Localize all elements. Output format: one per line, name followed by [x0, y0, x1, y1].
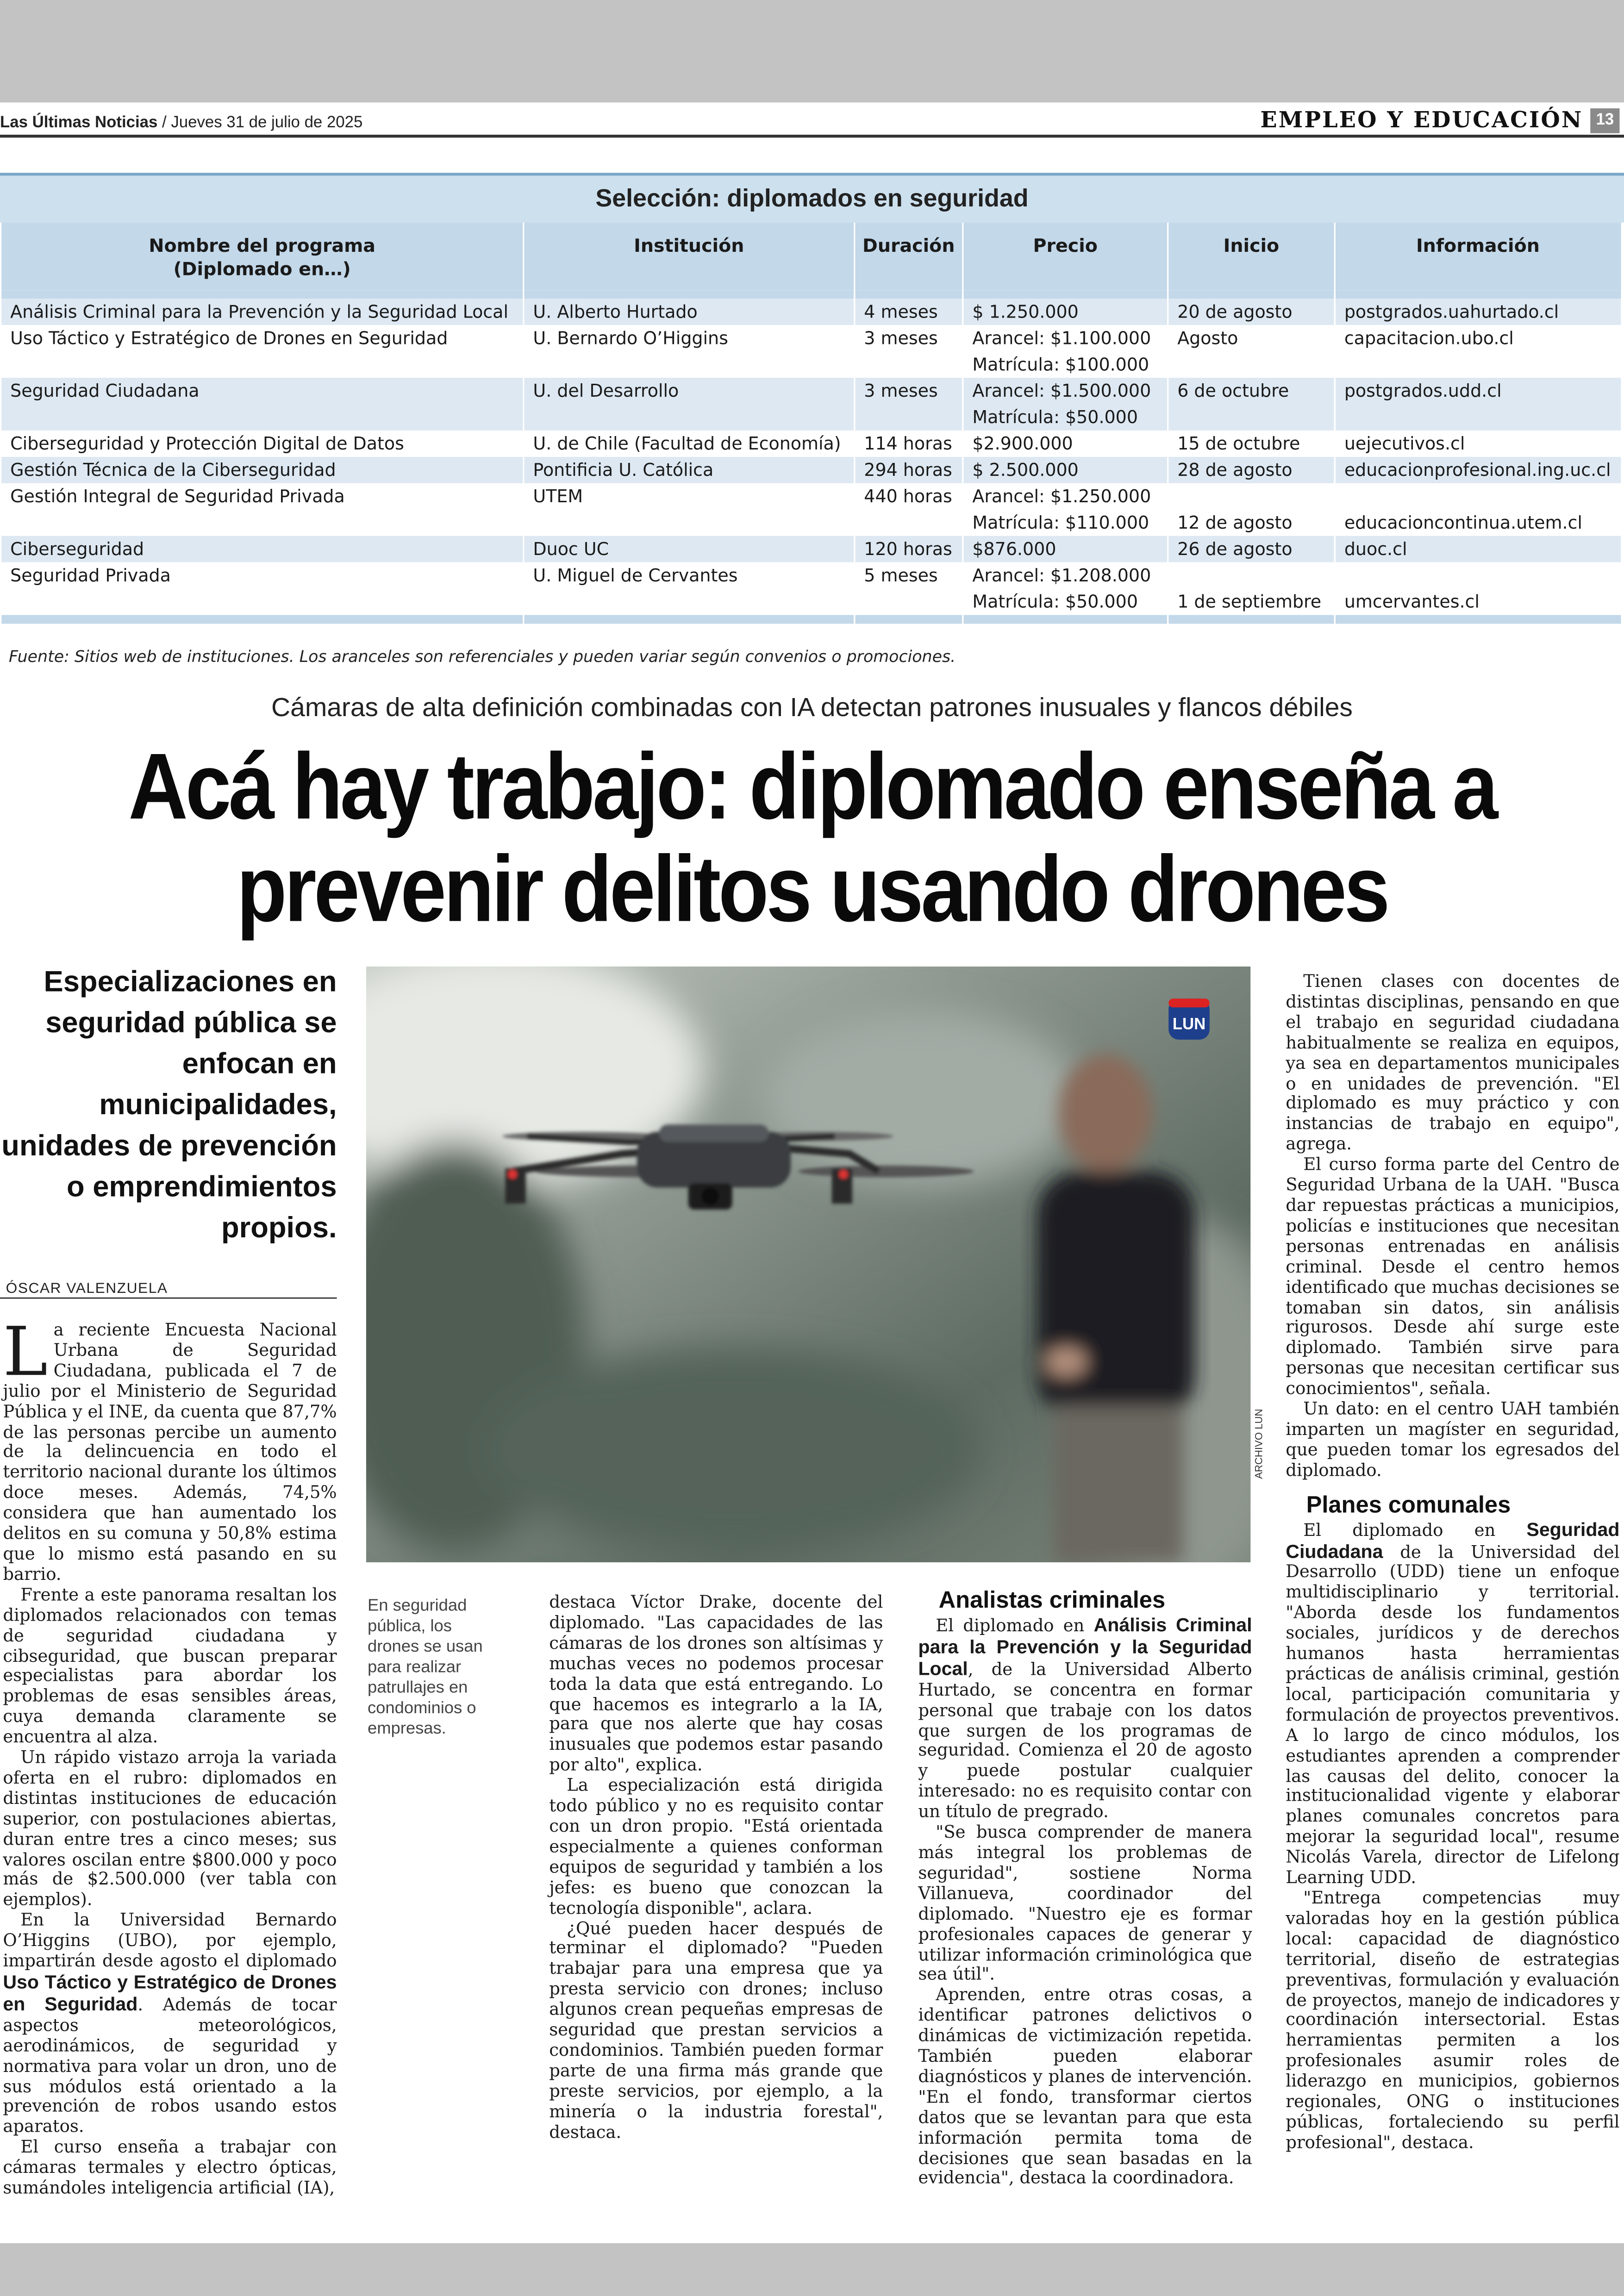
- table-row: [1, 536, 1620, 562]
- paragraph: "Se busca comprender de manera más integral los problemas de seguridad", sostiene Norma Villanueva, coordinador del diplomado. "Nuestro eje es formar profesionales capaces de generar y utilizar información criminológica que sea útil".: [918, 1822, 1252, 1985]
- diplomados-table-box: [0, 173, 1624, 624]
- cell-precio: [963, 430, 1168, 457]
- paragraph: destaca Víctor Drake, docente del diplomado. "Las capacidades de las cámaras de los drones son altísimas y muchas veces no podemos procesar toda la data que está entregando. Lo que hacemos es integrarlo a la IA, para que nos alerte que hay cosas inusuales que podemos estar pasando por alto", explica.: [549, 1591, 883, 1775]
- drone-photo: [366, 967, 1251, 1562]
- cell-precio: [963, 483, 1168, 536]
- cell-duracion: 5 meses: [855, 562, 963, 615]
- table-spacer: [1, 615, 1620, 624]
- cell-inicio: 15 de octubre: [1168, 430, 1335, 457]
- subheading-analistas: Analistas criminales: [938, 1589, 1166, 1614]
- table-row: [1, 457, 1620, 483]
- cell-institucion: U. de Chile (Facultad de Economía): [524, 430, 855, 457]
- article-kicker: Cámaras de alta definición combinadas con IA detectan patrones inusuales y flancos débiles: [271, 693, 1353, 722]
- table-row: [1, 430, 1620, 457]
- precio-line: Matrícula: $100.000: [972, 354, 1149, 375]
- precio-line: $ 2.500.000: [972, 460, 1079, 480]
- table-row: [1, 483, 1620, 536]
- table-header-row: [1, 223, 1620, 290]
- cell-info: duoc.cl: [1335, 536, 1620, 562]
- cell-programa: Uso Táctico y Estratégico de Drones en Seguridad: [1, 325, 524, 378]
- cell-programa: Ciberseguridad y Protección Digital de Datos: [1, 430, 524, 457]
- article-deck: Especializaciones en seguridad pública se enfocan en municipalidades, unidades de prevención o emprendimientos propios.: [1, 966, 337, 1245]
- paragraph: El curso enseña a trabajar con cámaras termales y electro ópticas, sumándoles inteligencia artificial (IA),: [3, 2136, 337, 2198]
- header-programa: Nombre del programa (Diplomado en…): [1, 223, 524, 290]
- cell-institucion: U. del Desarrollo: [524, 378, 855, 430]
- cell-inicio: Agosto: [1168, 325, 1335, 378]
- cell-info: postgrados.udd.cl: [1335, 378, 1620, 430]
- paragraph: [3, 1312, 337, 1585]
- table-source-note: Fuente: Sitios web de instituciones. Los aranceles son referenciales y pueden variar según convenios o promociones.: [8, 647, 956, 667]
- cell-institucion: U. Alberto Hurtado: [524, 299, 855, 325]
- precio-line: Arancel: $1.100.000: [972, 328, 1151, 349]
- section-title: EMPLEO Y EDUCACIÓN: [1260, 106, 1583, 133]
- header-inicio: Inicio: [1168, 223, 1335, 290]
- paragraph-text: . Además de tocar aspectos meteorológicos, aerodinámicos, de seguridad y normativa para volar un dron, uno de sus módulos está orientado a la prevención de robos usando estos aparatos.: [3, 1994, 337, 2137]
- cell-inicio: 6 de octubre: [1168, 378, 1335, 430]
- precio-line: Matrícula: $50.000: [972, 407, 1138, 428]
- program-name: Uso Táctico y Estratégico de Drones en Seguridad: [3, 1971, 337, 2015]
- header-institucion: Institución: [524, 223, 855, 290]
- precio-line: Arancel: $1.250.000: [972, 486, 1151, 507]
- byline-rule: [0, 1298, 337, 1299]
- cell-info: umcervantes.cl: [1335, 562, 1620, 615]
- publication-date: / Jueves 31 de julio de 2025: [162, 114, 363, 132]
- cell-info: capacitacion.ubo.cl: [1335, 325, 1620, 378]
- lun-logo-text: LUN: [1172, 1015, 1206, 1033]
- precio-line: Arancel: $1.208.000: [972, 565, 1151, 586]
- paragraph-text: de la Universidad del Desarrollo (UDD) tiene un enfoque multidisciplinario y territorial. "Aborda desde los fundamentos sociales, jurídicos y de derechos humanos hasta herramientas prácticas de análisis criminal, gestión local, participación comunitaria y formulación de proyectos preventivos. A lo largo de cinco módulos, los estudiantes aprenden a comprender las causas del delito, conocer la institucionalidad vigente y elaborar planes comunales concretos para mejorar la seguridad local", resume Nicolás Varela, director de Lifelong Learning UDD.: [1286, 1541, 1620, 1888]
- precio-line: $2.900.000: [972, 433, 1073, 454]
- cell-institucion: U. Bernardo O’Higgins: [524, 325, 855, 378]
- cell-programa: Gestión Integral de Seguridad Privada: [1, 483, 524, 536]
- paragraph: "Entrega competencias muy valoradas hoy en la gestión pública local: capacidad de diagnóstico territorial, diseño de estrategias preventivas, formulación y evaluación de proyectos, manejo de indicadores y coordinación intersectorial. Estas herramientas permiten a los profesionales asumir roles de liderazgo en municipios, gobiernos regionales, ONG o instituciones públicas, fortaleciendo su perfil profesional", destaca.: [1286, 1887, 1620, 2152]
- cell-institucion: Pontificia U. Católica: [524, 457, 855, 483]
- newspaper-page: [0, 102, 1624, 2243]
- cell-precio: [963, 536, 1168, 562]
- paragraph: [3, 1911, 337, 2138]
- paragraph: Un dato: en el centro UAH también imparten un magíster en seguridad, que pueden tomar los egresados del diplomado.: [1286, 1398, 1620, 1480]
- cell-institucion: UTEM: [524, 483, 855, 536]
- photo-caption: En seguridad pública, los drones se usan para realizar patrullajes en condominios o empresas.: [367, 1597, 483, 1738]
- paragraph: La especialización está dirigida todo público y no es requisito contar con un dron propio. "Está orientada especialmente a quienes conforman equipos de seguridad y también a los jefes: es bueno que conozcan la tecnología disponible", aclara.: [549, 1775, 883, 1918]
- cell-programa: Gestión Técnica de la Ciberseguridad: [1, 457, 524, 483]
- paragraph: [918, 1615, 1252, 1823]
- precio-line: Matrícula: $50.000: [972, 591, 1138, 612]
- cell-precio: [963, 299, 1168, 325]
- paragraph: [1286, 1519, 1619, 1889]
- cell-programa: Análisis Criminal para la Prevención y la Seguridad Local: [1, 299, 524, 325]
- table-row: [1, 378, 1620, 430]
- cell-programa: Seguridad Ciudadana: [1, 378, 524, 430]
- table-row: [1, 562, 1620, 615]
- cell-inicio: 28 de agosto: [1168, 457, 1335, 483]
- cell-inicio: 26 de agosto: [1168, 536, 1335, 562]
- cell-info: educacionprofesional.ing.uc.cl: [1335, 457, 1620, 483]
- paragraph-text: El diplomado en: [1303, 1519, 1527, 1540]
- subheading-planes: Planes comunales: [1306, 1493, 1511, 1518]
- table-row: [1, 325, 1620, 378]
- precio-line: Matrícula: $110.000: [972, 512, 1149, 533]
- paragraph: Aprenden, entre otras cosas, a identificar patrones delictivos o dinámicas de victimización repetida. También pueden elaborar diagnósticos y planes de intervención. "En el fondo, transformar ciertos datos que se levantan para que esta información permita toma de decisiones que sean basadas en la evidencia", destaca la coordinadora.: [918, 1984, 1252, 2189]
- cell-institucion: Duoc UC: [524, 536, 855, 562]
- publication-name: Las Últimas Noticias: [0, 114, 158, 132]
- precio-line: Arancel: $1.500.000: [972, 381, 1151, 401]
- cell-duracion: 3 meses: [855, 325, 963, 378]
- publication-header: [0, 114, 362, 132]
- article-headline: Acá hay trabajo: diplomado enseña a prevenir delitos usando drones: [128, 733, 1496, 942]
- table-spacer: [1, 290, 1620, 299]
- paragraph-text: a reciente Encuesta Nacional Urbana de Seguridad Ciudadana, publicada el 7 de julio por el Ministerio de Seguridad Pública y el INE, da cuenta que 87,7% de las personas percibe un aumento de la delincuencia en todo el territorio nacional durante los últimos doce meses. Además, 74,5% considera que han aumentado los delitos en su comuna y 50,8% estima que lo mismo está pasando en su barrio.: [3, 1319, 337, 1585]
- cell-info: educacioncontinua.utem.cl: [1335, 483, 1620, 536]
- cell-programa: Seguridad Privada: [1, 562, 524, 615]
- paragraph-text: En la Universidad Bernardo O’Higgins (UBO), por ejemplo, impartirán desde agosto el diplomado: [3, 1909, 337, 1971]
- paragraph: Un rápido vistazo arroja la variada oferta en el rubro: diplomados en distintas instituciones de educación superior, con postulaciones abiertas, duran entre tres a cinco meses; sus valores oscilan entre $800.000 y poco más de $2.500.000 (ver tabla con ejemplos).: [3, 1747, 337, 1910]
- paragraph-text: El diplomado en: [936, 1615, 1094, 1636]
- cell-institucion: U. Miguel de Cervantes: [524, 562, 855, 615]
- program-name: Seguridad Ciudadana: [1286, 1518, 1620, 1562]
- cell-duracion: 4 meses: [855, 299, 963, 325]
- precio-line: $ 1.250.000: [972, 301, 1079, 322]
- paragraph: ¿Qué pueden hacer después de terminar el diplomado? "Pueden trabajar para una empresa que ya presta servicio con drones; incluso algunos crean pequeñas empresas de seguridad que prestan servicios a condominios. También pueden formar parte de una firma más grande que preste servicios, por ejemplo, a la minería o la industria forestal", destaca.: [549, 1917, 883, 2142]
- article-column-3: [918, 1589, 1252, 2190]
- cell-duracion: 3 meses: [855, 378, 963, 430]
- program-name: Análisis Criminal para la Prevención y la Seguridad Local: [918, 1613, 1252, 1679]
- cell-programa: Ciberseguridad: [1, 536, 524, 562]
- article-column-1: [3, 1312, 337, 2199]
- article-column-2: [549, 1593, 883, 2143]
- cell-precio: [963, 562, 1168, 615]
- cell-duracion: 294 horas: [855, 457, 963, 483]
- header-informacion: Información: [1335, 223, 1620, 290]
- byline: ÓSCAR VALENZUELA: [6, 1281, 168, 1298]
- article-column-4: [1286, 972, 1619, 2153]
- cell-info: uejecutivos.cl: [1335, 430, 1620, 457]
- cell-duracion: 440 horas: [855, 483, 963, 536]
- header-rule: [0, 135, 1624, 137]
- drop-cap: L: [3, 1312, 48, 1391]
- table-title: Selección: diplomados en seguridad: [0, 176, 1624, 223]
- paragraph-text: , de la Universidad Alberto Hurtado, se concentra en formar personal que trabaje con los datos que surgen de los programas de seguridad. Comienza el 20 de agosto y puede postular cualquier interesado: no es requisito contar con un título de pregrado.: [918, 1659, 1252, 1822]
- paragraph: Tienen clases con docentes de distintas disciplinas, pensando en que el trabajo en seguridad ciudadana habitualmente se realiza en equipos, ya sea en departamentos municipales o en unidades de prevención. "El diplomado es muy práctico y con instancias de trabajo en equipo", agrega.: [1286, 971, 1620, 1154]
- header-duracion: Duración: [855, 223, 963, 290]
- header-precio: Precio: [963, 223, 1168, 290]
- precio-line: $876.000: [972, 539, 1056, 560]
- cell-duracion: 120 horas: [855, 536, 963, 562]
- cell-inicio: 12 de agosto: [1168, 483, 1335, 536]
- cell-inicio: 1 de septiembre: [1168, 562, 1335, 615]
- cell-precio: [963, 378, 1168, 430]
- paragraph: Frente a este panorama resaltan los diplomados relacionados con temas de seguridad ciudadana y cibseguridad, que buscan preparar especialistas para abordar los problemas de esas sensibles áreas, cuya demanda claramente se encuentra al alza.: [3, 1584, 337, 1747]
- cell-duracion: 114 horas: [855, 430, 963, 457]
- page-number: 13: [1590, 108, 1619, 133]
- photo-credit: ARCHIVO LUN: [1255, 1409, 1266, 1479]
- table-row: [1, 299, 1620, 325]
- cell-precio: [963, 457, 1168, 483]
- cell-precio: [963, 325, 1168, 378]
- diplomados-table: [0, 223, 1620, 624]
- cell-inicio: 20 de agosto: [1168, 299, 1335, 325]
- cell-info: postgrados.uahurtado.cl: [1335, 299, 1620, 325]
- drone-photo-illustration: [366, 967, 1251, 1562]
- paragraph: El curso forma parte del Centro de Seguridad Urbana de la UAH. "Busca dar repuestas prácticas a municipios, policías e instituciones que necesitan personas entrenadas en análisis criminal. Desde el centro hemos identificado que muchas decisiones se tomaban sin datos, sin análisis rigurosos. Desde ahí surge este diplomado. También sirve para personas que necesitan certificar sus conocimientos", señala.: [1286, 1154, 1620, 1399]
